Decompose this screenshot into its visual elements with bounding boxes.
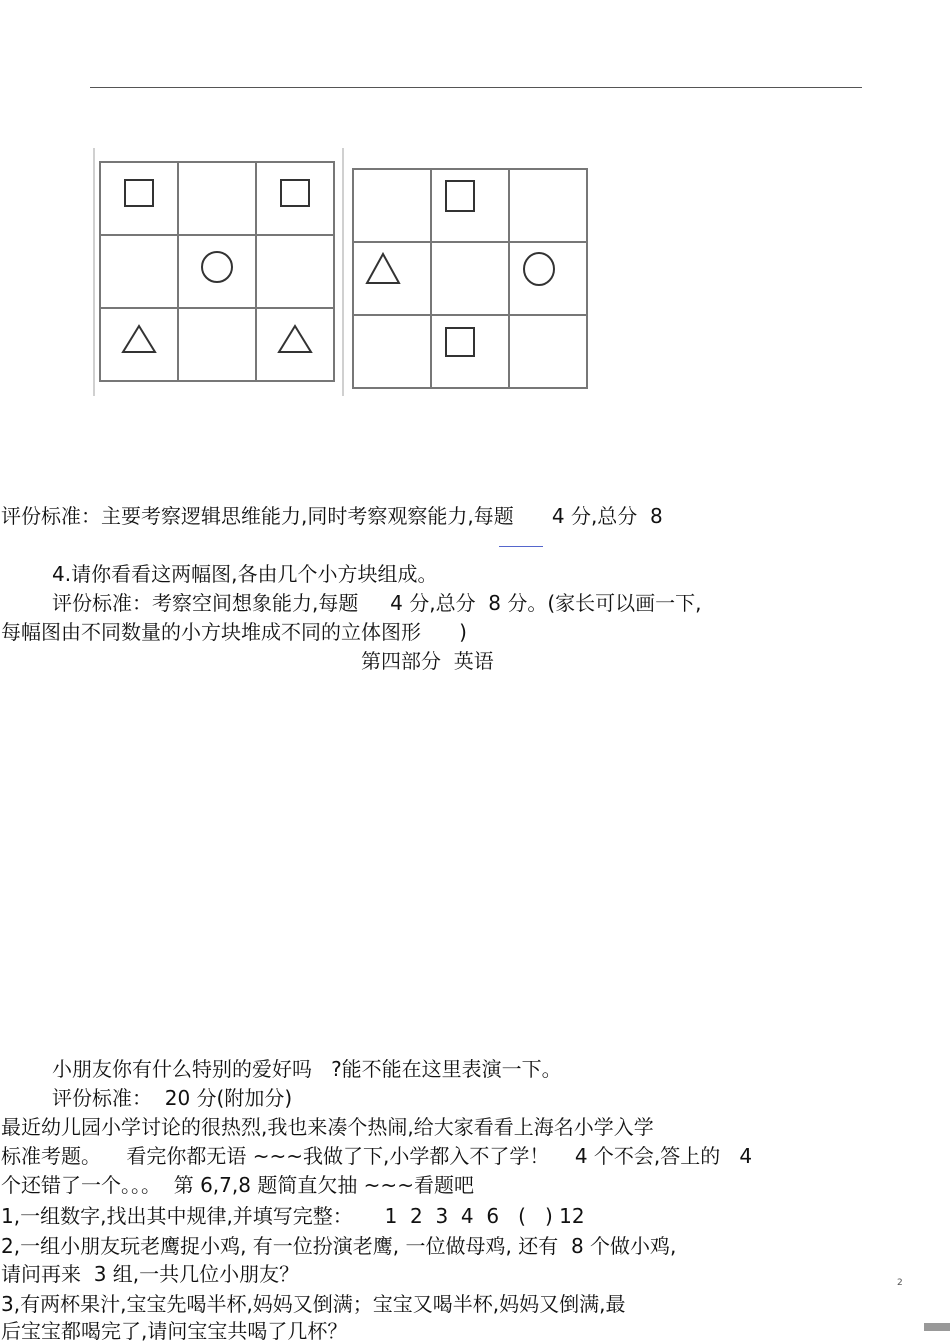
question-2: 2,一组小朋友玩老鹰捉小鸡, 有一位扮演老鹰, 一位做母鸡, 还有 8 个做小鸡, xyxy=(1,1234,677,1258)
question-3: 3,有两杯果汁,宝宝先喝半杯,妈妈又倒满；宝宝又喝半杯,妈妈又倒满,最 xyxy=(1,1292,626,1316)
scoring-criteria-space: 评份标准：考察空间想象能力,每题 4 分,总分 8 分。(家长可以画一下, xyxy=(52,591,702,615)
question-3-cont: 后宝宝都喝完了,请问宝宝共喝了几杯？ xyxy=(1,1319,348,1343)
header-rule xyxy=(90,87,862,88)
intro-line-1: 最近幼儿园小学讨论的很热烈,我也来凑个热闹,给大家看看上海名小学入学 xyxy=(1,1115,654,1139)
hobby-question: 小朋友你有什么特别的爱好吗 ?能不能在这里表演一下。 xyxy=(52,1057,562,1081)
scoring-criteria-bonus: 评份标准： 20 分(附加分) xyxy=(52,1086,293,1110)
question-4-title: 4.请你看看这两幅图,各由几个小方块组成。 xyxy=(52,562,438,586)
corner-marker xyxy=(924,1323,950,1331)
scoring-criteria-space-cont: 每幅图由不同数量的小方块堆成不同的立体图形 ) xyxy=(1,620,467,644)
page-number: 2 xyxy=(897,1278,903,1288)
question-1: 1,一组数字,找出其中规律,并填写完整： 1 2 3 4 6 ( ) 12 xyxy=(1,1204,585,1228)
section-heading: 第四部分 英语 xyxy=(361,649,494,673)
left-grid-figure xyxy=(92,148,342,398)
scoring-criteria-logic: 评份标准：主要考察逻辑思维能力,同时考察观察能力,每题 4 分,总分 8 xyxy=(1,504,663,528)
question-2-cont: 请问再来 3 组,一共几位小朋友？ xyxy=(1,1262,300,1286)
intro-line-2: 标准考题。 看完你都无语 ~~~我做了下,小学都入不了学！ 4 个不会,答上的 4 xyxy=(1,1144,753,1168)
intro-line-3: 个还错了一个。。。 第 6,7,8 题简直欠抽 ~~~看题吧 xyxy=(1,1173,474,1197)
right-grid-figure xyxy=(342,148,594,398)
underline-mark xyxy=(499,546,543,547)
